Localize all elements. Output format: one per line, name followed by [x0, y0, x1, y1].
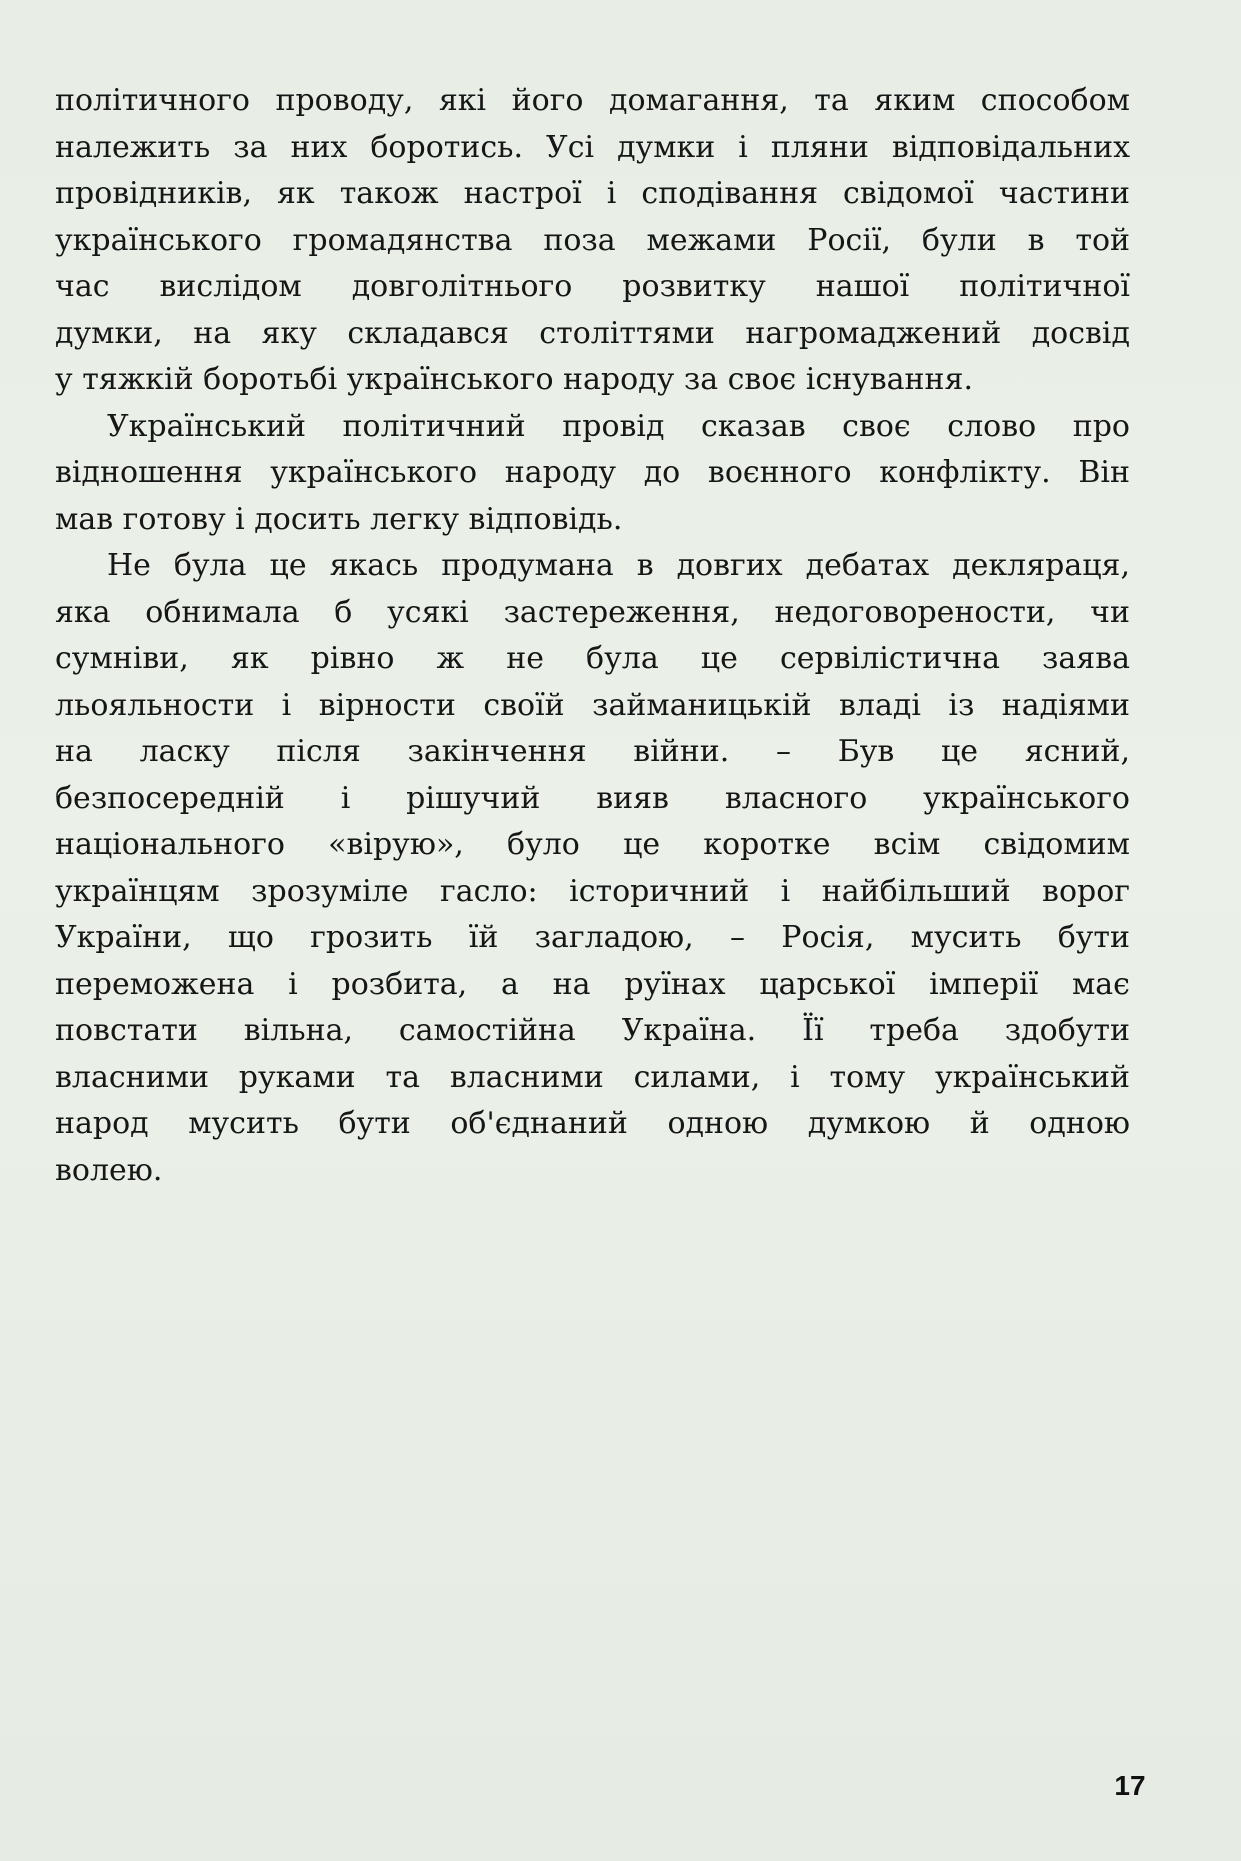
page-number: 17 — [1114, 1770, 1146, 1801]
text-line: провідників, як також настрої і сподівання свідомої частини — [55, 176, 1130, 211]
text-line: у тяжкій боротьбі українського народу за своє існування. — [55, 362, 973, 397]
text-line: України, що грозить їй загладою, – Росія, мусить бути — [55, 920, 1130, 955]
text-line: час вислідом довголітнього розвитку нашої політичної — [55, 269, 1130, 304]
body-text — [55, 78, 1130, 1194]
text-line: національного «вірую», було це коротке всім свідомим — [55, 827, 1130, 862]
text-line: яка обнимала б усякі застереження, недоговорености, чи — [55, 594, 1130, 630]
text-line: належить за них боротись. Усі думки і пляни відповідальних — [55, 129, 1130, 165]
text-line: переможена і розбита, а на руїнах царської імперії має — [55, 966, 1130, 1002]
text-line: політичного проводу, які його домагання, та яким способом — [55, 83, 1130, 118]
text-line: сумніви, як рівно ж не була це сервілістична заява — [55, 641, 1130, 676]
text-line: українцям зрозуміле гасло: історичний і найбільший ворог — [55, 873, 1130, 909]
text-line: волею. — [55, 1152, 163, 1188]
text-line: народ мусить бути об'єднаний одною думкою й одною — [55, 1106, 1130, 1141]
text-line: льояльности і вірности своїй займаницькій владі із надіями — [55, 687, 1130, 723]
text-line: Не була це якась продумана в довгих дебатах декляраця, — [107, 548, 1130, 583]
text-line: власними руками та власними силами, і тому український — [55, 1059, 1130, 1095]
text-line: українського громадянства поза межами Росії, були в той — [55, 222, 1130, 258]
text-line: мав готову і досить легку відповідь. — [55, 501, 623, 537]
text-line: повстати вільна, самостійна Україна. Її треба здобути — [55, 1013, 1130, 1048]
text-line: думки, на яку складався століттями нагромаджений досвід — [55, 315, 1130, 351]
text-line: на ласку після закінчення війни. – Був це ясний, — [55, 734, 1130, 769]
text-line: безпосередній і рішучий вияв власного українського — [55, 780, 1130, 816]
text-line: Український політичний провід сказав своє слово про — [107, 408, 1130, 444]
text-line: відношення українського народу до воєнного конфлікту. Він — [55, 455, 1130, 490]
